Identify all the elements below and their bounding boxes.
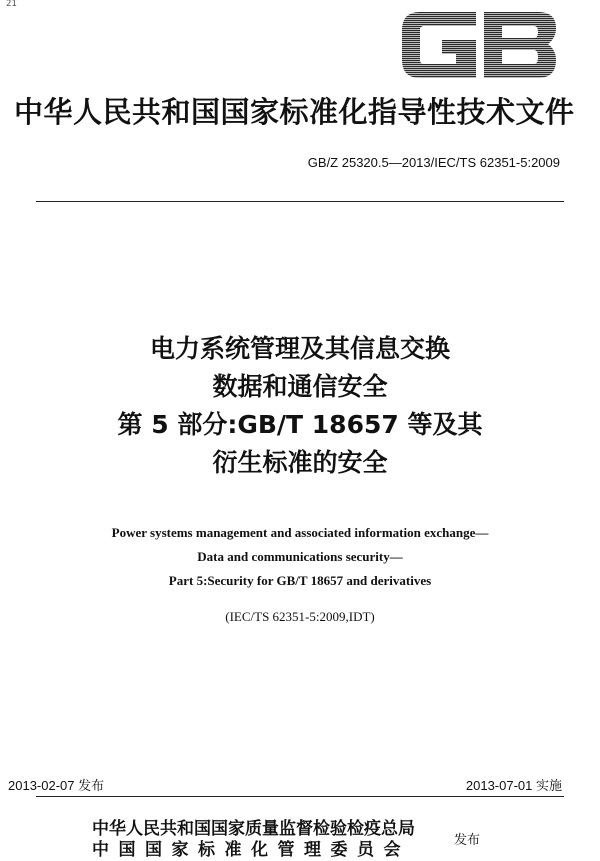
implementation-date: 2013-07-01 实施 <box>465 778 562 793</box>
english-title-line: Power systems management and associated information exchange— <box>111 525 489 540</box>
chinese-title <box>0 330 600 482</box>
standard-number: GB/Z 25320.5—2013/IEC/TS 62351-5:2009 <box>307 155 560 170</box>
english-title <box>0 521 600 593</box>
bottom-divider <box>36 796 564 797</box>
gb-logo <box>398 4 560 84</box>
english-title-line: Part 5:Security for GB/T 18657 and derivatives <box>168 573 432 588</box>
top-divider <box>36 201 564 202</box>
chinese-title-line: 衍生标准的安全 <box>212 448 388 477</box>
chinese-title-line: 数据和通信安全 <box>212 372 388 401</box>
issuer-line: 中国国家标准化管理委员会 <box>92 840 410 860</box>
chinese-title-line: 第 5 部分:GB/T 18657 等及其 <box>117 410 483 439</box>
issue-date: 2013-02-07 发布 <box>8 778 105 793</box>
equivalence-note: (IEC/TS 62351-5:2009,IDT) <box>225 609 375 624</box>
document-type-heading: 中华人民共和国国家标准化指导性技术文件 <box>14 95 575 129</box>
issuer-line: 中华人民共和国国家质量监督检验检疫总局 <box>92 819 415 839</box>
issuing-authorities <box>92 819 415 861</box>
chinese-title-line: 电力系统管理及其信息交换 <box>149 334 450 363</box>
publish-label: 发布 <box>454 833 481 848</box>
corner-mark: 21 <box>6 0 17 9</box>
english-title-line: Data and communications security— <box>197 549 403 564</box>
